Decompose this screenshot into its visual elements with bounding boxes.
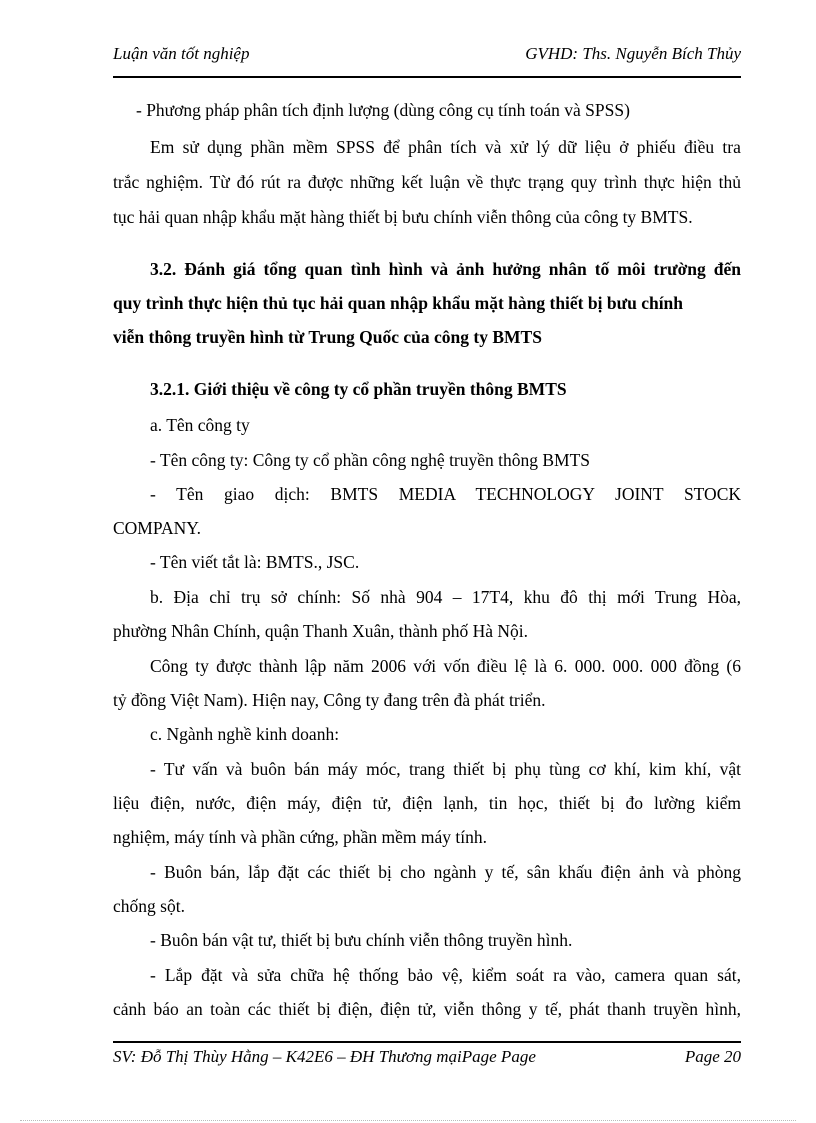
paragraph-line: tục hải quan nhập khẩu mặt hàng thiết bị bưu chính viễn thông của công ty BMTS. [113,207,693,227]
list-item: - Tên giao dịch: BMTS MEDIA TECHNOLOGY JOINT STOCK [150,484,741,504]
header-thesis-label: Luận văn tốt nghiệp [113,44,250,63]
paragraph-line: Công ty được thành lập năm 2006 với vốn điều lệ là 6. 000. 000. 000 đồng (6 [150,656,741,676]
list-item: COMPANY. [113,518,202,538]
page-number: Page 20 [684,1047,741,1066]
paragraph-line: phường Nhân Chính, quận Thanh Xuân, thành phố Hà Nội. [113,621,529,641]
method-item: - Phương pháp phân tích định lượng (dùng công cụ tính toán và SPSS) [136,100,630,120]
section-heading: viễn thông truyền hình từ Trung Quốc của công ty BMTS [113,327,542,347]
list-item: - Tên công ty: Công ty cổ phần công nghệ truyền thông BMTS [150,450,591,470]
paragraph-line: b. Địa chỉ trụ sở chính: Số nhà 904 – 17T4, khu đô thị mới Trung Hòa, [150,587,741,607]
list-item: cảnh báo an toàn các thiết bị điện, điện tử, viễn thông y tế, phát thanh truyền hình, [113,999,741,1019]
page-footer [113,1047,741,1073]
list-item: - Lắp đặt và sửa chữa hệ thống bảo vệ, kiểm soát ra vào, camera quan sát, [150,965,741,985]
list-item: - Buôn bán, lắp đặt các thiết bị cho ngành y tế, sân khấu điện ảnh và phòng [150,862,741,882]
subsection-heading: 3.2.1. Giới thiệu về công ty cổ phần truyền thông BMTS [150,379,567,399]
list-item: - Tên viết tắt là: BMTS., JSC. [150,552,360,572]
list-item: - Tư vấn và buôn bán máy móc, trang thiết bị phụ tùng cơ khí, kim khí, vật [150,759,741,779]
list-item: chống sột. [113,896,185,916]
section-heading: 3.2. Đánh giá tổng quan tình hình và ảnh hưởng nhân tố môi trường đến [150,259,741,279]
footer-divider [113,1041,741,1043]
page-header [113,40,741,70]
list-item: - Buôn bán vật tư, thiết bị bưu chính viễn thông truyền hình. [150,930,573,950]
item-title: a. Tên công ty [150,415,250,435]
list-item: nghiệm, máy tính và phần cứng, phần mềm máy tính. [113,827,487,847]
section-heading: quy trình thực hiện thủ tục hải quan nhập khẩu mặt hàng thiết bị bưu chính [113,293,684,313]
item-title: c. Ngành nghề kinh doanh: [150,724,340,744]
footer-student: SV: Đỗ Thị Thùy Hằng – K42E6 – ĐH Thương mạiPage Page [113,1047,536,1066]
paragraph-line: Em sử dụng phần mềm SPSS để phân tích và xử lý dữ liệu ở phiếu điều tra [150,137,741,157]
header-advisor: GVHD: Ths. Nguyễn Bích Thủy [525,44,741,63]
paragraph-line: tỷ đồng Việt Nam). Hiện nay, Công ty đang trên đà phát triển. [113,690,546,710]
header-divider [113,76,741,78]
paragraph-line: trắc nghiệm. Từ đó rút ra được những kết luận về thực trạng quy trình thực hiện thủ [113,172,741,192]
list-item: liệu điện, nước, điện máy, điện tử, điện lạnh, tin học, thiết bị đo lường kiểm [113,793,741,813]
page-edge [20,1120,796,1121]
